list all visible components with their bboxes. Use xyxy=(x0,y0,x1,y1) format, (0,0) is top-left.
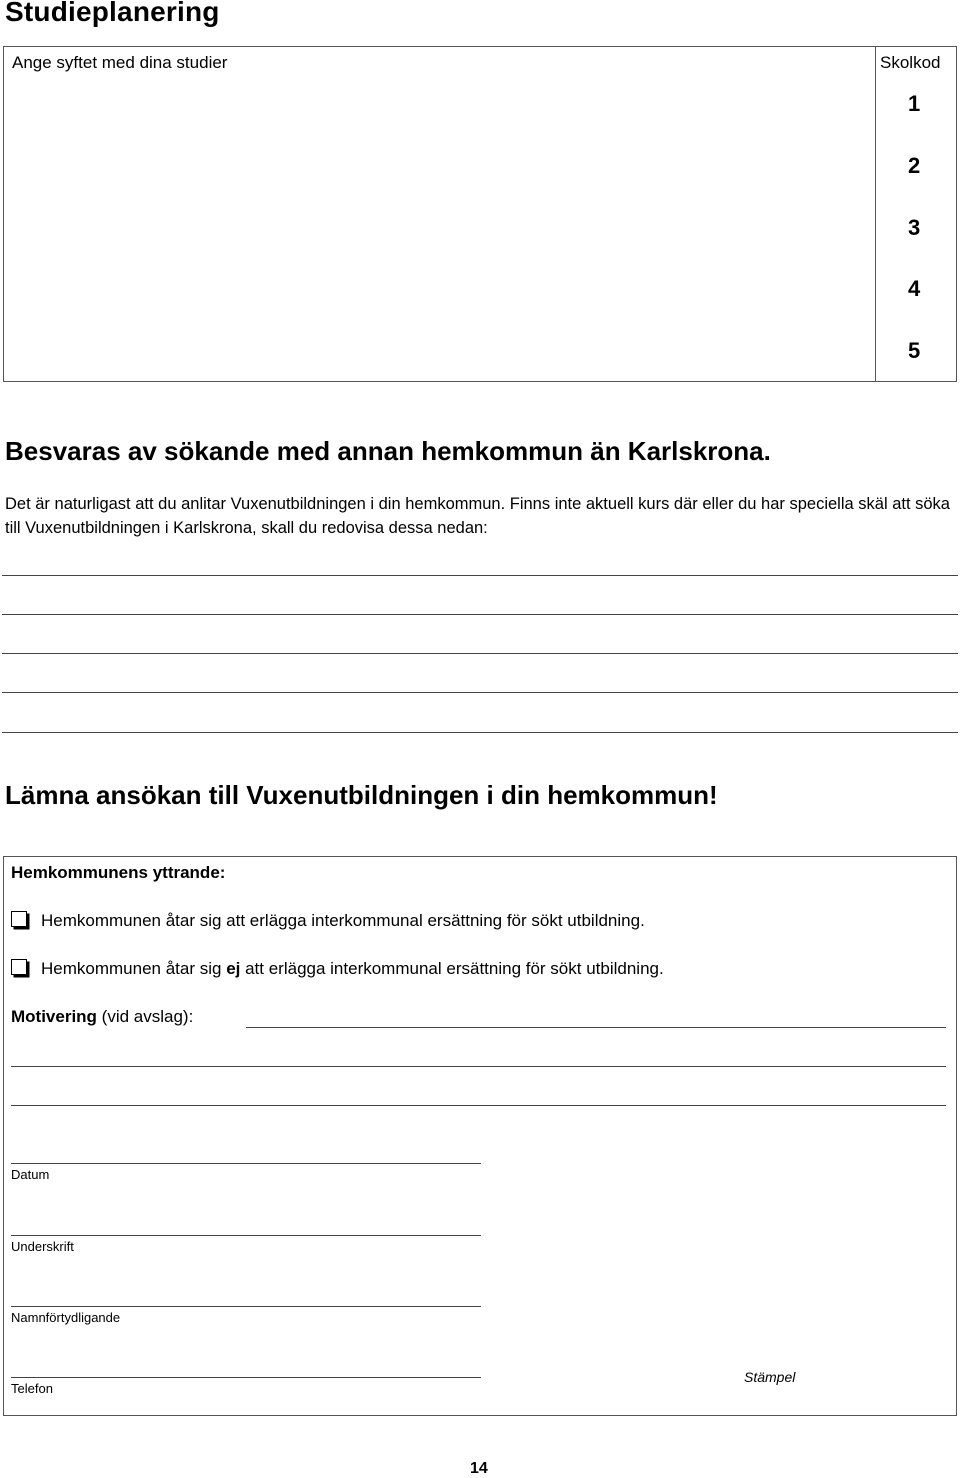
skolkod-option-4[interactable]: 4 xyxy=(908,276,921,301)
box-divider xyxy=(875,47,876,381)
checkbox-icon[interactable] xyxy=(11,959,27,975)
study-purpose-box xyxy=(3,46,957,382)
date-label: Datum xyxy=(11,1167,50,1182)
motivering-label: Motivering (vid avslag): xyxy=(11,1007,194,1026)
skolkod-label: Skolkod xyxy=(880,53,941,72)
reject-option-label-post: att erlägga interkommunal ersättning för sökt utbildning. xyxy=(240,959,664,978)
page-number: 14 xyxy=(470,1460,488,1477)
motivering-line[interactable] xyxy=(11,1105,946,1106)
name-clarification-label: Namnförtydligande xyxy=(11,1310,121,1325)
reason-line[interactable] xyxy=(2,614,958,615)
study-purpose-label: Ange syftet med dina studier xyxy=(12,53,228,72)
skolkod-option-3[interactable]: 3 xyxy=(908,215,921,240)
reject-option-emphasis: ej xyxy=(226,959,241,978)
stamp-label: Stämpel xyxy=(744,1369,796,1385)
other-municipality-paragraph: Det är naturligast att du anlitar Vuxenutbildningen i din hemkommun. Finns inte aktuell kurs där eller du har speciella skäl att söka till Vuxenutbildningen i Karlskrona, skall du redovisa dessa nedan: xyxy=(5,495,950,537)
page-title: Studieplanering xyxy=(5,0,220,27)
municipality-statement-box xyxy=(3,856,957,1416)
submit-notice: Lämna ansökan till Vuxenutbildningen i din hemkommun! xyxy=(5,780,718,810)
motivering-line[interactable] xyxy=(246,1027,946,1028)
signature-label: Underskrift xyxy=(11,1239,74,1254)
checkbox-icon[interactable] xyxy=(11,911,27,927)
phone-line[interactable] xyxy=(11,1377,481,1378)
reason-line[interactable] xyxy=(2,653,958,654)
reject-option[interactable] xyxy=(11,959,664,979)
accept-option-label: Hemkommunen åtar sig att erlägga interkommunal ersättning för sökt utbildning. xyxy=(41,911,645,930)
municipality-statement-label: Hemkommunens yttrande: xyxy=(11,863,226,882)
reason-line[interactable] xyxy=(2,575,958,576)
accept-option[interactable] xyxy=(11,911,645,931)
name-clarification-line[interactable] xyxy=(11,1306,481,1307)
reject-option-label-pre: Hemkommunen åtar sig xyxy=(41,959,227,978)
motivering-line[interactable] xyxy=(11,1066,946,1067)
reason-line[interactable] xyxy=(2,692,958,693)
other-municipality-heading: Besvaras av sökande med annan hemkommun än Karlskrona. xyxy=(5,436,771,466)
phone-label: Telefon xyxy=(11,1381,53,1396)
skolkod-option-5[interactable]: 5 xyxy=(908,338,921,363)
signature-line[interactable] xyxy=(11,1235,481,1236)
skolkod-option-2[interactable]: 2 xyxy=(908,153,921,178)
skolkod-option-1[interactable]: 1 xyxy=(908,91,921,116)
reason-line[interactable] xyxy=(2,732,958,733)
date-line[interactable] xyxy=(11,1163,481,1164)
